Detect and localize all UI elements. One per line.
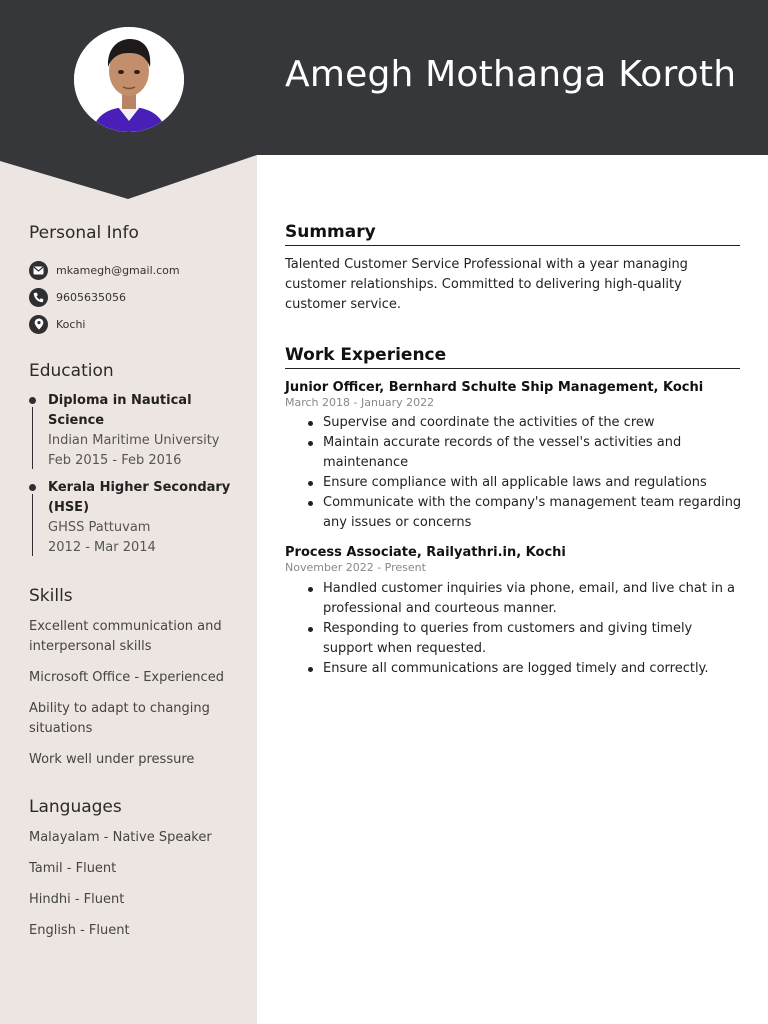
skill-item: Work well under pressure (29, 752, 195, 767)
job-dates: November 2022 - Present (285, 561, 426, 574)
education-item (29, 478, 239, 558)
timeline-dot (29, 397, 36, 404)
job-duty-item: Supervise and coordinate the activities of the crew (323, 413, 743, 433)
education-heading: Education (29, 361, 114, 381)
languages-section (29, 797, 239, 817)
job-dates: March 2018 - January 2022 (285, 396, 435, 409)
job-duty-item: Ensure all communications are logged timely and correctly. (323, 659, 743, 679)
job-title: Junior Officer, Bernhard Schulte Ship Management, Kochi (285, 380, 704, 395)
job-duty-item: Handled customer inquiries via phone, email, and live chat in a professional and courteous manner. (323, 579, 743, 619)
timeline-line (32, 407, 33, 469)
contact-location (29, 314, 85, 334)
languages-list (29, 828, 239, 941)
contact-phone[interactable] (29, 287, 126, 307)
work-experience-heading: Work Experience (285, 345, 740, 369)
phone-text: 9605635056 (56, 290, 126, 304)
location-text: Kochi (56, 317, 86, 331)
education-item (29, 391, 239, 471)
job-duty-item: Communicate with the company's management team regarding any issues or concerns (323, 493, 743, 533)
education-heading-wrap (29, 361, 239, 381)
skill-item: Microsoft Office - Experienced (29, 670, 224, 685)
candidate-name: Amegh Mothanga Koroth (285, 54, 737, 95)
envelope-icon (29, 261, 48, 280)
job-duty-item: Ensure compliance with all applicable laws and regulations (323, 473, 743, 493)
timeline-line (32, 494, 33, 556)
languages-heading: Languages (29, 797, 122, 817)
summary-text: Talented Customer Service Professional with a year managing customer relationships. Committed to delivering high-quality customer service. (285, 257, 688, 312)
skills-section (29, 586, 239, 606)
education-dates: Feb 2015 - Feb 2016 (48, 453, 182, 468)
language-item: English - Fluent (29, 923, 130, 938)
contact-email[interactable] (29, 260, 180, 280)
skills-list (29, 617, 239, 770)
skill-item: Excellent communication and interpersonal skills (29, 619, 222, 654)
language-item: Tamil - Fluent (29, 861, 117, 876)
education-dates: 2012 - Mar 2014 (48, 540, 156, 555)
email-text: mkamegh@gmail.com (56, 263, 180, 277)
job-duty-item: Maintain accurate records of the vessel's activities and maintenance (323, 433, 743, 473)
header-chevron (0, 154, 257, 200)
personal-info-heading: Personal Info (29, 223, 139, 243)
education-title: Kerala Higher Secondary (HSE) (48, 480, 231, 515)
timeline-dot (29, 484, 36, 491)
job-duties-list (323, 413, 743, 533)
job-duty-item: Responding to queries from customers and giving timely support when requested. (323, 619, 743, 659)
language-item: Malayalam - Native Speaker (29, 830, 212, 845)
location-pin-icon (29, 315, 48, 334)
skills-heading: Skills (29, 586, 73, 606)
education-school: Indian Maritime University (48, 433, 220, 448)
language-item: Hindhi - Fluent (29, 892, 125, 907)
education-list (29, 391, 239, 558)
job-duties-list (323, 579, 743, 679)
skill-item: Ability to adapt to changing situations (29, 701, 210, 736)
profile-photo (74, 27, 184, 132)
personal-info-section (29, 223, 239, 243)
education-title: Diploma in Nautical Science (48, 393, 192, 428)
summary-heading: Summary (285, 222, 740, 246)
phone-icon (29, 288, 48, 307)
education-school: GHSS Pattuvam (48, 520, 151, 535)
job-title: Process Associate, Railyathri.in, Kochi (285, 545, 566, 560)
